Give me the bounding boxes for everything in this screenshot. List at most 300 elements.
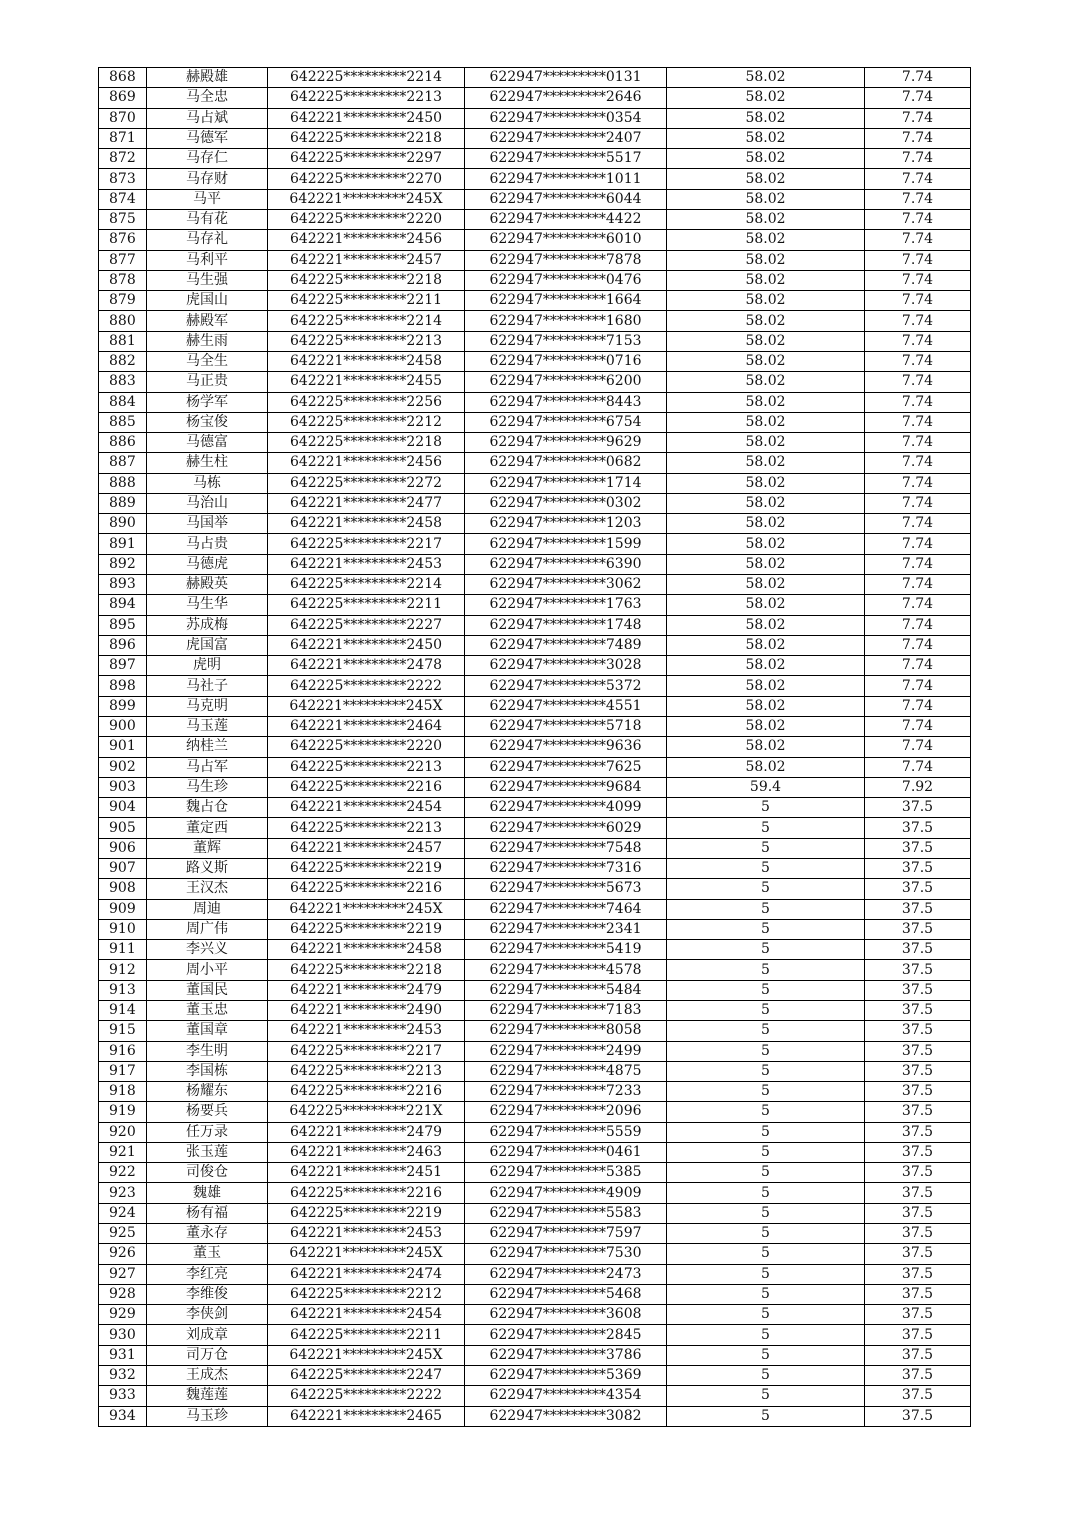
- name-cell: 李国栋: [147, 1061, 268, 1081]
- id-number-cell: 642221*********2465: [268, 1406, 465, 1426]
- amount-cell: 37.5: [865, 899, 971, 919]
- amount-cell: 37.5: [865, 1325, 971, 1345]
- amount-cell: 7.74: [865, 717, 971, 737]
- name-cell: 杨要兵: [147, 1102, 268, 1122]
- name-cell: 魏雄: [147, 1183, 268, 1203]
- account-number-cell: 622947*********4875: [465, 1061, 667, 1081]
- area-cell: 58.02: [667, 737, 865, 757]
- name-cell: 马有花: [147, 209, 268, 229]
- row-number: 879: [99, 291, 147, 311]
- row-number: 875: [99, 209, 147, 229]
- row-number: 888: [99, 473, 147, 493]
- amount-cell: 7.74: [865, 473, 971, 493]
- area-cell: 58.02: [667, 209, 865, 229]
- name-cell: 马玉莲: [147, 717, 268, 737]
- name-cell: 杨宝俊: [147, 412, 268, 432]
- area-cell: 58.02: [667, 351, 865, 371]
- row-number: 933: [99, 1386, 147, 1406]
- table-row: [99, 798, 971, 818]
- table-row: [99, 1386, 971, 1406]
- area-cell: 58.02: [667, 68, 865, 88]
- amount-cell: 7.74: [865, 595, 971, 615]
- amount-cell: 7.74: [865, 311, 971, 331]
- amount-cell: 7.74: [865, 209, 971, 229]
- row-number: 873: [99, 169, 147, 189]
- amount-cell: 7.74: [865, 534, 971, 554]
- account-number-cell: 622947*********7464: [465, 899, 667, 919]
- name-cell: 马存仁: [147, 149, 268, 169]
- name-cell: 虎国富: [147, 635, 268, 655]
- account-number-cell: 622947*********2499: [465, 1041, 667, 1061]
- area-cell: 5: [667, 1244, 865, 1264]
- id-number-cell: 642225*********2217: [268, 1041, 465, 1061]
- table-row: [99, 1224, 971, 1244]
- account-number-cell: 622947*********0302: [465, 493, 667, 513]
- row-number: 917: [99, 1061, 147, 1081]
- account-number-cell: 622947*********4099: [465, 798, 667, 818]
- row-number: 900: [99, 717, 147, 737]
- id-number-cell: 642225*********2222: [268, 1386, 465, 1406]
- area-cell: 58.02: [667, 514, 865, 534]
- account-number-cell: 622947*********5559: [465, 1122, 667, 1142]
- area-cell: 58.02: [667, 676, 865, 696]
- area-cell: 58.02: [667, 372, 865, 392]
- account-number-cell: 622947*********5372: [465, 676, 667, 696]
- table-row: [99, 1021, 971, 1041]
- amount-cell: 37.5: [865, 960, 971, 980]
- account-number-cell: 622947*********4578: [465, 960, 667, 980]
- account-number-cell: 622947*********1680: [465, 311, 667, 331]
- amount-cell: 37.5: [865, 1021, 971, 1041]
- table-row: [99, 575, 971, 595]
- area-cell: 59.4: [667, 777, 865, 797]
- account-number-cell: 622947*********8058: [465, 1021, 667, 1041]
- account-number-cell: 622947*********7548: [465, 838, 667, 858]
- amount-cell: 37.5: [865, 1122, 971, 1142]
- row-number: 874: [99, 189, 147, 209]
- area-cell: 58.02: [667, 635, 865, 655]
- account-number-cell: 622947*********5468: [465, 1284, 667, 1304]
- account-number-cell: 622947*********1748: [465, 615, 667, 635]
- row-number: 922: [99, 1163, 147, 1183]
- amount-cell: 7.74: [865, 88, 971, 108]
- table-row: [99, 1122, 971, 1142]
- row-number: 920: [99, 1122, 147, 1142]
- area-cell: 58.02: [667, 230, 865, 250]
- amount-cell: 7.74: [865, 757, 971, 777]
- name-cell: 刘成章: [147, 1325, 268, 1345]
- amount-cell: 7.74: [865, 149, 971, 169]
- id-number-cell: 642221*********2464: [268, 717, 465, 737]
- account-number-cell: 622947*********0354: [465, 108, 667, 128]
- table-row: [99, 656, 971, 676]
- id-number-cell: 642225*********2213: [268, 331, 465, 351]
- account-number-cell: 622947*********8443: [465, 392, 667, 412]
- area-cell: 5: [667, 1000, 865, 1020]
- area-cell: 5: [667, 1325, 865, 1345]
- name-cell: 王成杰: [147, 1366, 268, 1386]
- id-number-cell: 642221*********2450: [268, 635, 465, 655]
- row-number: 894: [99, 595, 147, 615]
- area-cell: 5: [667, 1163, 865, 1183]
- account-number-cell: 622947*********0131: [465, 68, 667, 88]
- name-cell: 马治山: [147, 493, 268, 513]
- account-number-cell: 622947*********6754: [465, 412, 667, 432]
- name-cell: 李兴义: [147, 940, 268, 960]
- table-row: [99, 980, 971, 1000]
- account-number-cell: 622947*********5673: [465, 879, 667, 899]
- row-number: 886: [99, 433, 147, 453]
- row-number: 885: [99, 412, 147, 432]
- amount-cell: 7.74: [865, 270, 971, 290]
- area-cell: 58.02: [667, 554, 865, 574]
- area-cell: 5: [667, 1061, 865, 1081]
- account-number-cell: 622947*********7153: [465, 331, 667, 351]
- table-row: [99, 899, 971, 919]
- account-number-cell: 622947*********5517: [465, 149, 667, 169]
- row-number: 921: [99, 1142, 147, 1162]
- name-cell: 马正贵: [147, 372, 268, 392]
- amount-cell: 7.74: [865, 696, 971, 716]
- id-number-cell: 642221*********2456: [268, 453, 465, 473]
- account-number-cell: 622947*********3608: [465, 1305, 667, 1325]
- name-cell: 李维俊: [147, 1284, 268, 1304]
- table-row: [99, 676, 971, 696]
- account-number-cell: 622947*********2646: [465, 88, 667, 108]
- area-cell: 5: [667, 1041, 865, 1061]
- table-row: [99, 1183, 971, 1203]
- name-cell: 魏占仓: [147, 798, 268, 818]
- row-number: 871: [99, 128, 147, 148]
- account-number-cell: 622947*********0476: [465, 270, 667, 290]
- id-number-cell: 642225*********2227: [268, 615, 465, 635]
- amount-cell: 7.74: [865, 635, 971, 655]
- amount-cell: 7.74: [865, 676, 971, 696]
- name-cell: 周小平: [147, 960, 268, 980]
- row-number: 919: [99, 1102, 147, 1122]
- row-number: 905: [99, 818, 147, 838]
- table-row: [99, 960, 971, 980]
- table-row: [99, 493, 971, 513]
- amount-cell: 7.92: [865, 777, 971, 797]
- name-cell: 马社子: [147, 676, 268, 696]
- id-number-cell: 642225*********2219: [268, 919, 465, 939]
- account-number-cell: 622947*********2845: [465, 1325, 667, 1345]
- account-number-cell: 622947*********0682: [465, 453, 667, 473]
- id-number-cell: 642225*********2256: [268, 392, 465, 412]
- table-row: [99, 433, 971, 453]
- table-row: [99, 919, 971, 939]
- id-number-cell: 642225*********2297: [268, 149, 465, 169]
- area-cell: 58.02: [667, 534, 865, 554]
- row-number: 931: [99, 1345, 147, 1365]
- area-cell: 5: [667, 1366, 865, 1386]
- id-number-cell: 642225*********2218: [268, 270, 465, 290]
- row-number: 878: [99, 270, 147, 290]
- area-cell: 58.02: [667, 128, 865, 148]
- account-number-cell: 622947*********3082: [465, 1406, 667, 1426]
- data-table: [98, 67, 971, 1427]
- name-cell: 虎国山: [147, 291, 268, 311]
- account-number-cell: 622947*********4909: [465, 1183, 667, 1203]
- row-number: 915: [99, 1021, 147, 1041]
- account-number-cell: 622947*********4551: [465, 696, 667, 716]
- table-row: [99, 412, 971, 432]
- row-number: 925: [99, 1224, 147, 1244]
- table-row: [99, 615, 971, 635]
- row-number: 870: [99, 108, 147, 128]
- row-number: 895: [99, 615, 147, 635]
- table-row: [99, 88, 971, 108]
- id-number-cell: 642225*********2216: [268, 1082, 465, 1102]
- area-cell: 5: [667, 1224, 865, 1244]
- account-number-cell: 622947*********2473: [465, 1264, 667, 1284]
- area-cell: 58.02: [667, 412, 865, 432]
- amount-cell: 37.5: [865, 919, 971, 939]
- table-row: [99, 270, 971, 290]
- name-cell: 马克明: [147, 696, 268, 716]
- area-cell: 5: [667, 838, 865, 858]
- name-cell: 马全忠: [147, 88, 268, 108]
- area-cell: 58.02: [667, 696, 865, 716]
- id-number-cell: 642225*********2212: [268, 1284, 465, 1304]
- area-cell: 58.02: [667, 717, 865, 737]
- row-number: 891: [99, 534, 147, 554]
- area-cell: 5: [667, 980, 865, 1000]
- row-number: 909: [99, 899, 147, 919]
- name-cell: 魏莲莲: [147, 1386, 268, 1406]
- amount-cell: 37.5: [865, 1082, 971, 1102]
- amount-cell: 7.74: [865, 230, 971, 250]
- id-number-cell: 642221*********2458: [268, 351, 465, 371]
- account-number-cell: 622947*********7530: [465, 1244, 667, 1264]
- id-number-cell: 642225*********2272: [268, 473, 465, 493]
- account-number-cell: 622947*********1763: [465, 595, 667, 615]
- row-number: 884: [99, 392, 147, 412]
- account-number-cell: 622947*********6044: [465, 189, 667, 209]
- amount-cell: 37.5: [865, 1284, 971, 1304]
- name-cell: 马生华: [147, 595, 268, 615]
- id-number-cell: 642225*********2270: [268, 169, 465, 189]
- row-number: 904: [99, 798, 147, 818]
- id-number-cell: 642225*********2222: [268, 676, 465, 696]
- amount-cell: 7.74: [865, 169, 971, 189]
- row-number: 927: [99, 1264, 147, 1284]
- amount-cell: 37.5: [865, 1102, 971, 1122]
- name-cell: 赫殿雄: [147, 68, 268, 88]
- account-number-cell: 622947*********1599: [465, 534, 667, 554]
- area-cell: 5: [667, 919, 865, 939]
- name-cell: 杨有福: [147, 1203, 268, 1223]
- table-row: [99, 230, 971, 250]
- id-number-cell: 642221*********245X: [268, 1244, 465, 1264]
- id-number-cell: 642225*********2211: [268, 595, 465, 615]
- account-number-cell: 622947*********5419: [465, 940, 667, 960]
- table-row: [99, 331, 971, 351]
- amount-cell: 7.74: [865, 433, 971, 453]
- name-cell: 杨耀东: [147, 1082, 268, 1102]
- row-number: 913: [99, 980, 147, 1000]
- name-cell: 马平: [147, 189, 268, 209]
- amount-cell: 7.74: [865, 656, 971, 676]
- table-row: [99, 311, 971, 331]
- area-cell: 58.02: [667, 575, 865, 595]
- name-cell: 赫生柱: [147, 453, 268, 473]
- area-cell: 58.02: [667, 656, 865, 676]
- row-number: 923: [99, 1183, 147, 1203]
- area-cell: 5: [667, 1203, 865, 1223]
- amount-cell: 7.74: [865, 250, 971, 270]
- id-number-cell: 642221*********2458: [268, 514, 465, 534]
- account-number-cell: 622947*********9684: [465, 777, 667, 797]
- amount-cell: 7.74: [865, 493, 971, 513]
- row-number: 893: [99, 575, 147, 595]
- name-cell: 虎明: [147, 656, 268, 676]
- area-cell: 5: [667, 1264, 865, 1284]
- area-cell: 5: [667, 1122, 865, 1142]
- name-cell: 马占斌: [147, 108, 268, 128]
- name-cell: 苏成梅: [147, 615, 268, 635]
- area-cell: 5: [667, 858, 865, 878]
- name-cell: 杨学军: [147, 392, 268, 412]
- area-cell: 5: [667, 1183, 865, 1203]
- amount-cell: 7.74: [865, 514, 971, 534]
- area-cell: 58.02: [667, 757, 865, 777]
- area-cell: 5: [667, 1102, 865, 1122]
- id-number-cell: 642225*********2213: [268, 88, 465, 108]
- account-number-cell: 622947*********7489: [465, 635, 667, 655]
- row-number: 902: [99, 757, 147, 777]
- row-number: 881: [99, 331, 147, 351]
- account-number-cell: 622947*********9636: [465, 737, 667, 757]
- account-number-cell: 622947*********7597: [465, 1224, 667, 1244]
- table-row: [99, 453, 971, 473]
- account-number-cell: 622947*********9629: [465, 433, 667, 453]
- name-cell: 马国举: [147, 514, 268, 534]
- id-number-cell: 642221*********2455: [268, 372, 465, 392]
- table-row: [99, 1345, 971, 1365]
- id-number-cell: 642221*********2477: [268, 493, 465, 513]
- table-row: [99, 1203, 971, 1223]
- id-number-cell: 642221*********2458: [268, 940, 465, 960]
- amount-cell: 37.5: [865, 940, 971, 960]
- id-number-cell: 642221*********2479: [268, 980, 465, 1000]
- table-row: [99, 818, 971, 838]
- table-row: [99, 68, 971, 88]
- table-row: [99, 534, 971, 554]
- id-number-cell: 642221*********245X: [268, 1345, 465, 1365]
- id-number-cell: 642225*********2216: [268, 777, 465, 797]
- row-number: 924: [99, 1203, 147, 1223]
- name-cell: 董国章: [147, 1021, 268, 1041]
- id-number-cell: 642221*********2479: [268, 1122, 465, 1142]
- account-number-cell: 622947*********5583: [465, 1203, 667, 1223]
- amount-cell: 37.5: [865, 879, 971, 899]
- row-number: 906: [99, 838, 147, 858]
- row-number: 918: [99, 1082, 147, 1102]
- area-cell: 5: [667, 818, 865, 838]
- id-number-cell: 642221*********2456: [268, 230, 465, 250]
- id-number-cell: 642225*********2214: [268, 311, 465, 331]
- name-cell: 司万仓: [147, 1345, 268, 1365]
- row-number: 876: [99, 230, 147, 250]
- id-number-cell: 642225*********2219: [268, 858, 465, 878]
- account-number-cell: 622947*********2407: [465, 128, 667, 148]
- id-number-cell: 642225*********2219: [268, 1203, 465, 1223]
- name-cell: 马存礼: [147, 230, 268, 250]
- row-number: 883: [99, 372, 147, 392]
- row-number: 903: [99, 777, 147, 797]
- table-row: [99, 1061, 971, 1081]
- amount-cell: 7.74: [865, 351, 971, 371]
- account-number-cell: 622947*********0461: [465, 1142, 667, 1162]
- amount-cell: 7.74: [865, 575, 971, 595]
- area-cell: 58.02: [667, 311, 865, 331]
- area-cell: 58.02: [667, 473, 865, 493]
- area-cell: 58.02: [667, 453, 865, 473]
- table-row: [99, 514, 971, 534]
- table-row: [99, 1325, 971, 1345]
- area-cell: 58.02: [667, 250, 865, 270]
- table-row: [99, 635, 971, 655]
- account-number-cell: 622947*********3786: [465, 1345, 667, 1365]
- account-number-cell: 622947*********7878: [465, 250, 667, 270]
- table-row: [99, 250, 971, 270]
- area-cell: 58.02: [667, 331, 865, 351]
- area-cell: 58.02: [667, 108, 865, 128]
- amount-cell: 7.74: [865, 331, 971, 351]
- id-number-cell: 642221*********2453: [268, 1224, 465, 1244]
- name-cell: 马德军: [147, 128, 268, 148]
- area-cell: 5: [667, 1082, 865, 1102]
- id-number-cell: 642221*********2490: [268, 1000, 465, 1020]
- account-number-cell: 622947*********7625: [465, 757, 667, 777]
- table-row: [99, 838, 971, 858]
- account-number-cell: 622947*********4354: [465, 1386, 667, 1406]
- account-number-cell: 622947*********5385: [465, 1163, 667, 1183]
- row-number: 869: [99, 88, 147, 108]
- area-cell: 58.02: [667, 189, 865, 209]
- table-row: [99, 1264, 971, 1284]
- row-number: 929: [99, 1305, 147, 1325]
- name-cell: 马生强: [147, 270, 268, 290]
- account-number-cell: 622947*********4422: [465, 209, 667, 229]
- table-row: [99, 1163, 971, 1183]
- row-number: 908: [99, 879, 147, 899]
- table-row: [99, 149, 971, 169]
- name-cell: 马存财: [147, 169, 268, 189]
- name-cell: 董玉忠: [147, 1000, 268, 1020]
- account-number-cell: 622947*********3062: [465, 575, 667, 595]
- amount-cell: 7.74: [865, 372, 971, 392]
- name-cell: 马占贵: [147, 534, 268, 554]
- id-number-cell: 642221*********2463: [268, 1142, 465, 1162]
- id-number-cell: 642221*********2478: [268, 656, 465, 676]
- account-number-cell: 622947*********6010: [465, 230, 667, 250]
- amount-cell: 7.74: [865, 189, 971, 209]
- area-cell: 5: [667, 960, 865, 980]
- table-row: [99, 1102, 971, 1122]
- table-row: [99, 1366, 971, 1386]
- id-number-cell: 642221*********245X: [268, 189, 465, 209]
- id-number-cell: 642221*********245X: [268, 696, 465, 716]
- id-number-cell: 642225*********2216: [268, 1183, 465, 1203]
- name-cell: 李红亮: [147, 1264, 268, 1284]
- id-number-cell: 642221*********2454: [268, 1305, 465, 1325]
- amount-cell: 37.5: [865, 838, 971, 858]
- area-cell: 58.02: [667, 433, 865, 453]
- amount-cell: 7.74: [865, 291, 971, 311]
